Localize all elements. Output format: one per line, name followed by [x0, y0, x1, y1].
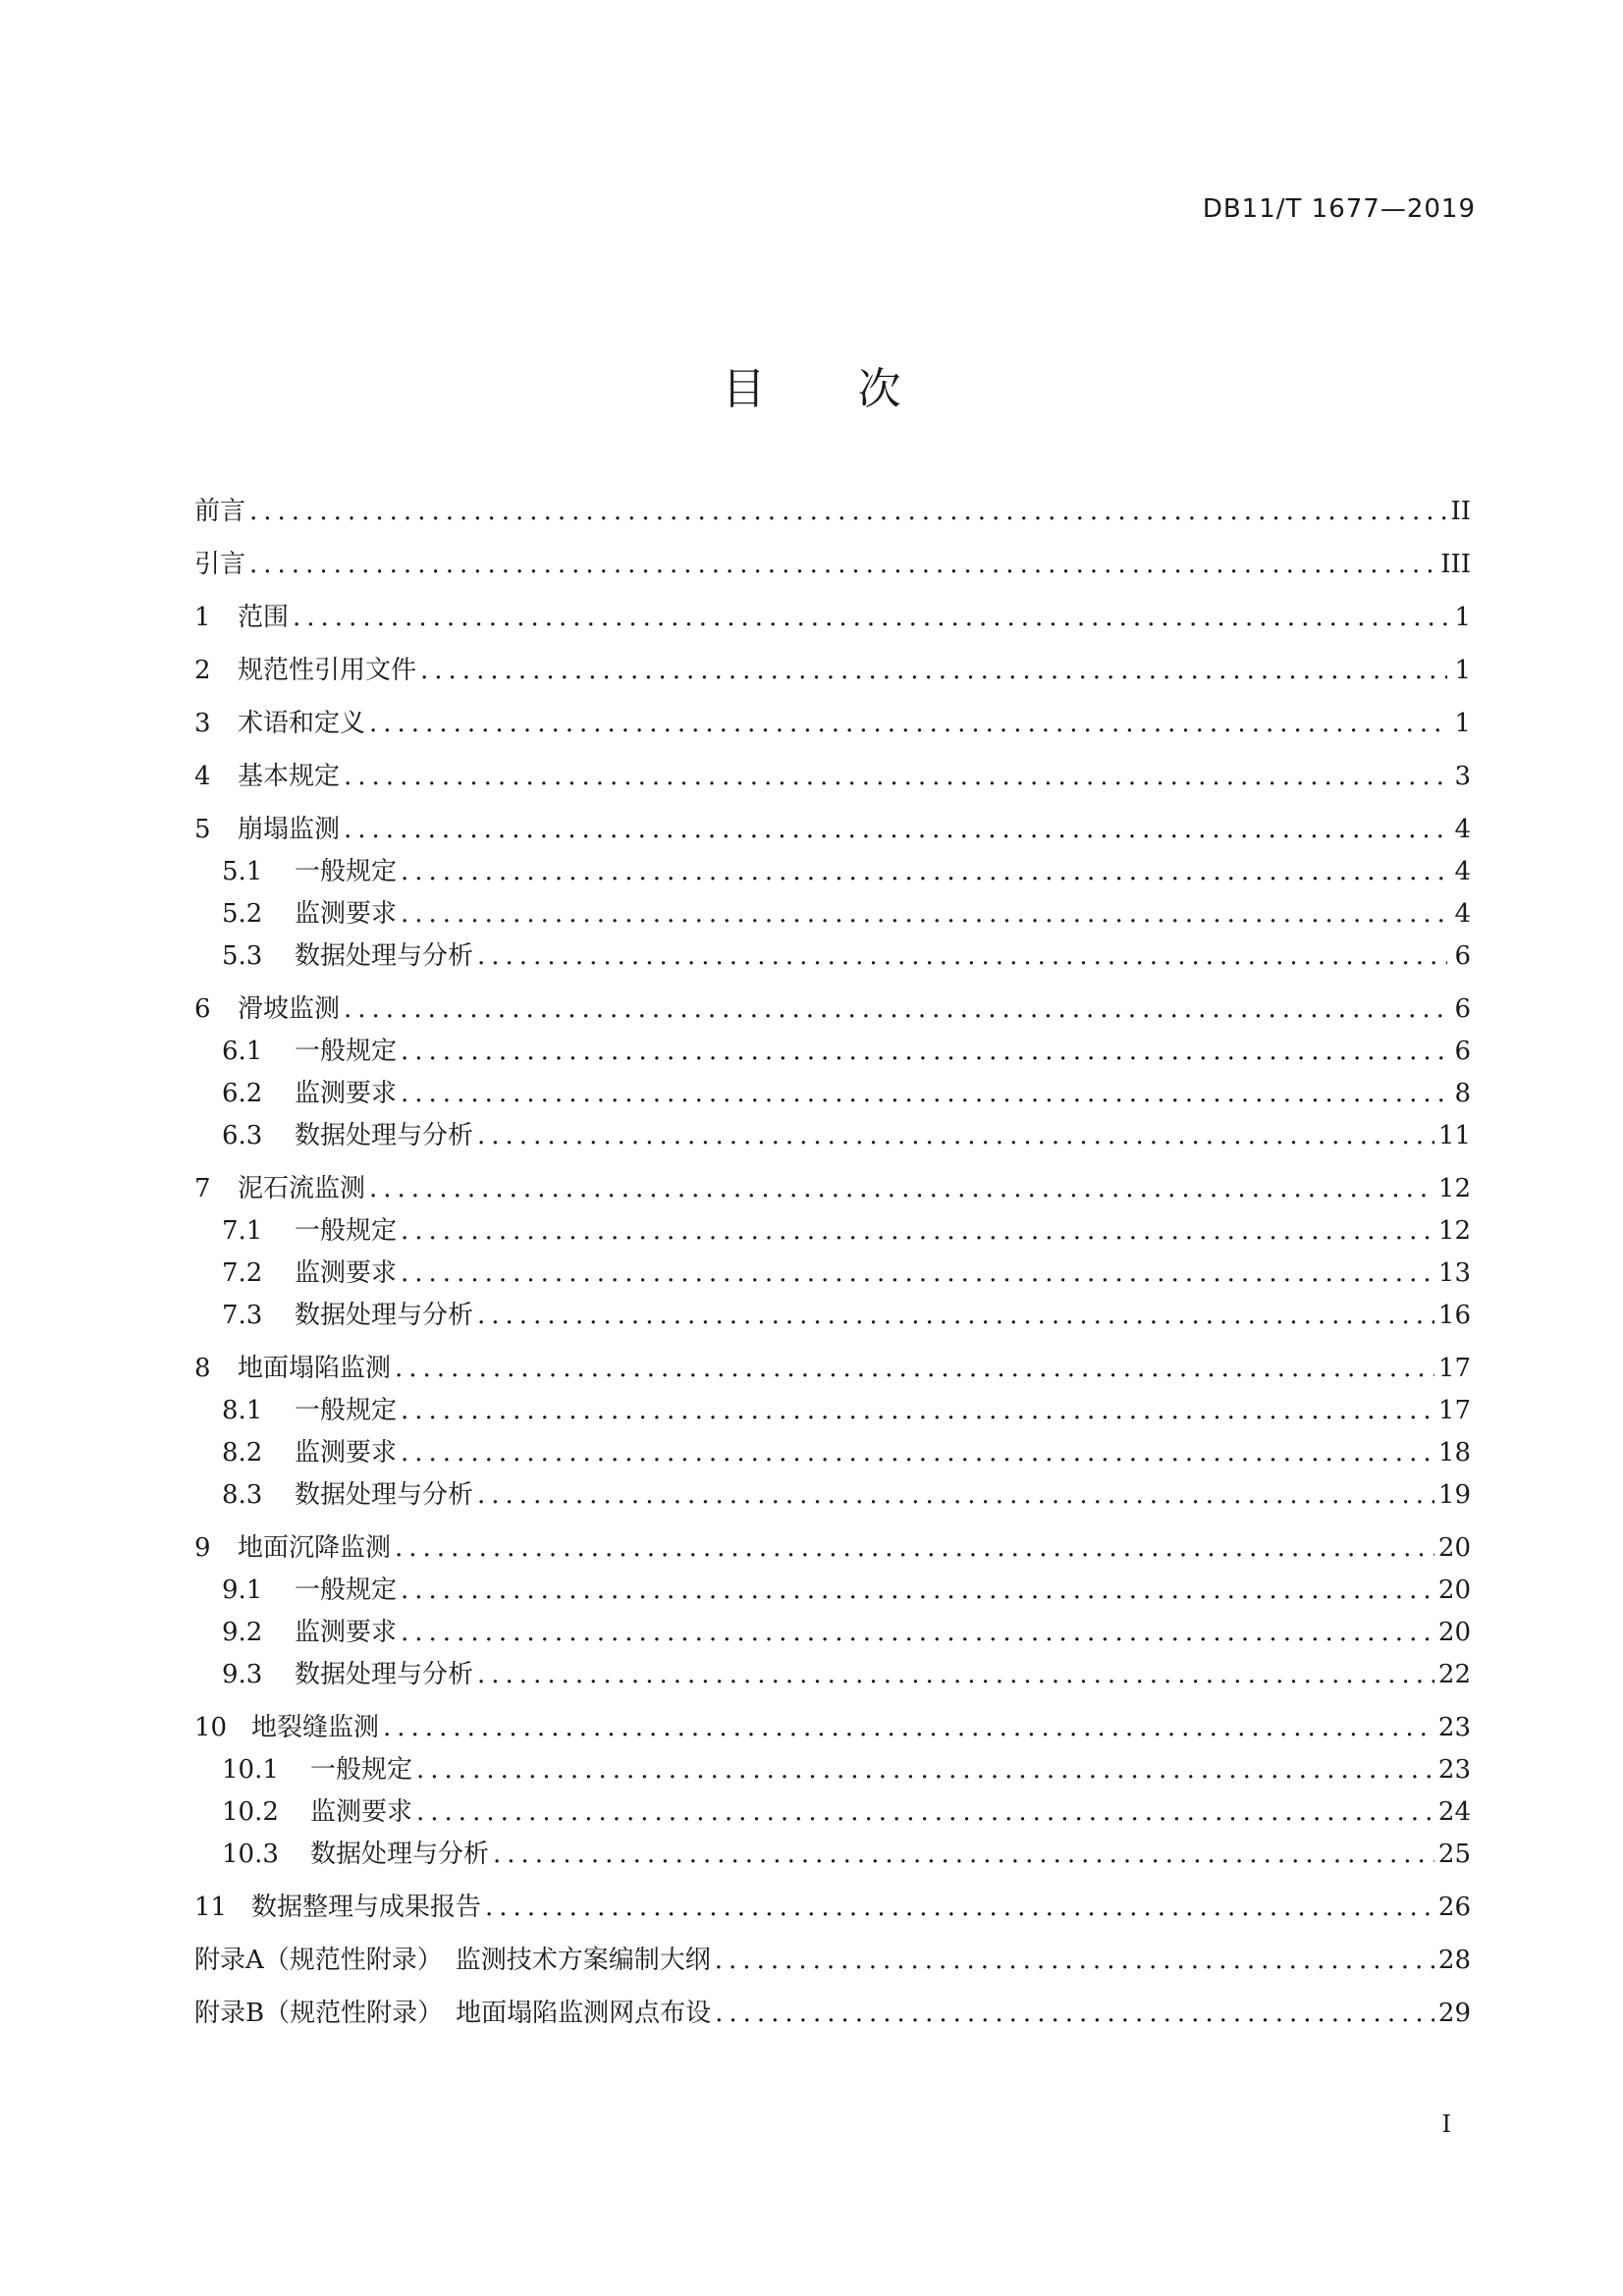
- toc-entry-label: 监测要求: [310, 1797, 413, 1827]
- toc-entry-label: 数据处理与分析: [295, 1660, 474, 1689]
- toc-entry-number: 5: [194, 815, 211, 844]
- page-title: 目 次: [722, 364, 941, 414]
- toc-entry-number: 7.1: [222, 1216, 263, 1246]
- toc-entry-label: 地面沉降监测: [238, 1533, 392, 1563]
- toc-leader-dots: [401, 1253, 1434, 1295]
- toc-entry[interactable]: [194, 1527, 1471, 1570]
- toc-entry-label: 监测要求: [295, 899, 398, 929]
- toc-entry[interactable]: [194, 1834, 1471, 1876]
- toc-leader-dots: [401, 1210, 1434, 1253]
- toc-entry-label: 一般规定: [295, 857, 398, 886]
- toc-entry[interactable]: [194, 1295, 1471, 1337]
- toc-entry-label: 监测要求: [295, 1618, 398, 1647]
- toc-entry-label: 基本规定: [238, 762, 341, 791]
- toc-entry-page: 3: [1454, 762, 1471, 791]
- toc-entry-page: 26: [1437, 1893, 1471, 1922]
- toc-entry-number: 2: [194, 656, 211, 685]
- toc-leader-dots: [401, 893, 1447, 935]
- toc-entry-label: 数据整理与成果报告: [251, 1893, 482, 1922]
- toc-leader-dots: [416, 1791, 1434, 1834]
- toc-entry-label: 附录B（规范性附录） 地面塌陷监测网点布设: [194, 1999, 712, 2028]
- toc-entry-label: 数据处理与分析: [295, 1480, 474, 1510]
- toc-entry-page: 20: [1437, 1618, 1471, 1647]
- toc-entry-number: 10: [194, 1713, 228, 1742]
- toc-entry[interactable]: [194, 1390, 1471, 1432]
- toc-entry[interactable]: [194, 1570, 1471, 1612]
- toc-entry-page: 4: [1454, 815, 1471, 844]
- toc-entry[interactable]: [194, 1115, 1471, 1157]
- toc-entry-page: 23: [1437, 1713, 1471, 1742]
- toc-leader-dots: [485, 1887, 1434, 1929]
- toc-entry-page: 22: [1437, 1660, 1471, 1689]
- toc-entry[interactable]: [194, 1253, 1471, 1295]
- toc-entry-page: 4: [1454, 857, 1471, 886]
- toc-entry[interactable]: [194, 1210, 1471, 1253]
- toc-leader-dots: [369, 703, 1447, 745]
- toc-entry[interactable]: [194, 1707, 1471, 1749]
- toc-entry[interactable]: [194, 893, 1471, 935]
- toc-leader-dots: [401, 1570, 1434, 1612]
- toc-entry-page: II: [1450, 497, 1471, 526]
- toc-entry[interactable]: [194, 809, 1471, 851]
- toc-entry-page: 13: [1437, 1258, 1471, 1288]
- toc-entry-label: 一般规定: [295, 1575, 398, 1605]
- toc-entry-number: 9.1: [222, 1575, 263, 1605]
- toc-entry-label: 监测要求: [295, 1079, 398, 1108]
- toc-leader-dots: [369, 1168, 1434, 1210]
- toc-leader-dots: [477, 935, 1447, 978]
- toc-leader-dots: [477, 1474, 1434, 1517]
- toc-entry[interactable]: [194, 1432, 1471, 1474]
- toc-entry-number: 6.2: [222, 1079, 263, 1108]
- toc-entry[interactable]: [194, 703, 1471, 745]
- toc-entry-page: 16: [1437, 1301, 1471, 1330]
- toc-leader-dots: [401, 1612, 1434, 1654]
- toc-entry-number: 5.3: [222, 941, 263, 971]
- toc-entry-label: 一般规定: [295, 1037, 398, 1066]
- toc-entry-number: 6.3: [222, 1121, 263, 1150]
- toc-entry-page: 1: [1454, 603, 1471, 632]
- toc-entry-label: 数据处理与分析: [295, 941, 474, 971]
- toc-leader-dots: [249, 491, 1446, 533]
- toc-entry-label: 数据处理与分析: [295, 1301, 474, 1330]
- toc-entry-number: 10.2: [222, 1797, 279, 1827]
- toc-leader-dots: [715, 1993, 1434, 2035]
- toc-entry-label: 崩塌监测: [238, 815, 341, 844]
- toc-entry-label: 术语和定义: [238, 709, 366, 738]
- toc-entry-page: 18: [1437, 1438, 1471, 1468]
- toc-entry-number: 5.2: [222, 899, 263, 929]
- toc-entry-number: 8.3: [222, 1480, 263, 1510]
- toc-entry-label: 引言: [194, 550, 246, 579]
- toc-entry[interactable]: [194, 988, 1471, 1031]
- toc-entry-label: 附录A（规范性附录） 监测技术方案编制大纲: [194, 1946, 711, 1975]
- toc-entry[interactable]: [194, 1348, 1471, 1390]
- toc-leader-dots: [420, 650, 1447, 692]
- toc-entry-page: 20: [1437, 1533, 1471, 1563]
- toc-entry-number: 7.3: [222, 1301, 263, 1330]
- toc-entry-label: 一般规定: [295, 1216, 398, 1246]
- standard-code: DB11/T 1677—2019: [1202, 194, 1476, 224]
- toc-entry-number: 9.3: [222, 1660, 263, 1689]
- toc-leader-dots: [401, 1390, 1434, 1432]
- toc-entry-page: 12: [1437, 1216, 1471, 1246]
- toc-leader-dots: [395, 1348, 1434, 1390]
- toc-leader-dots: [293, 597, 1447, 639]
- toc-leader-dots: [401, 1073, 1447, 1115]
- toc-entry[interactable]: [194, 1940, 1471, 1982]
- toc-entry-label: 规范性引用文件: [238, 656, 417, 685]
- toc-entry-number: 8: [194, 1354, 211, 1383]
- toc-entry-label: 监测要求: [295, 1438, 398, 1468]
- toc-entry-page: 1: [1454, 709, 1471, 738]
- toc-entry-number: 8.1: [222, 1396, 263, 1425]
- toc-leader-dots: [477, 1115, 1434, 1157]
- toc-entry-page: 29: [1437, 1999, 1471, 2028]
- toc-leader-dots: [344, 809, 1447, 851]
- toc-entry[interactable]: [194, 1031, 1471, 1073]
- toc-entry-page: 23: [1437, 1755, 1471, 1785]
- toc-entry-label: 地面塌陷监测: [238, 1354, 392, 1383]
- toc-entry[interactable]: [194, 1749, 1471, 1791]
- toc-leader-dots: [401, 1432, 1434, 1474]
- toc-entry-label: 前言: [194, 497, 246, 526]
- toc-entry-page: 11: [1437, 1121, 1471, 1150]
- toc-entry-number: 9: [194, 1533, 211, 1563]
- toc-entry-number: 9.2: [222, 1618, 263, 1647]
- toc-entry-page: 25: [1437, 1840, 1471, 1869]
- toc-entry[interactable]: [194, 544, 1471, 586]
- toc-entry[interactable]: [194, 650, 1471, 692]
- toc-entry[interactable]: [194, 935, 1471, 978]
- toc-entry-page: 6: [1454, 941, 1471, 971]
- toc-leader-dots: [383, 1707, 1434, 1749]
- toc-entry-number: 4: [194, 762, 211, 791]
- toc-entry-page: 6: [1454, 994, 1471, 1024]
- toc-leader-dots: [477, 1295, 1434, 1337]
- toc-entry-page: 4: [1454, 899, 1471, 929]
- toc-entry-number: 10.1: [222, 1755, 279, 1785]
- toc-entry-label: 监测要求: [295, 1258, 398, 1288]
- toc-entry[interactable]: [194, 1887, 1471, 1929]
- toc-leader-dots: [344, 988, 1447, 1031]
- toc-entry-page: 24: [1437, 1797, 1471, 1827]
- toc-entry-label: 数据处理与分析: [310, 1840, 490, 1869]
- toc-entry-label: 范围: [238, 603, 290, 632]
- toc-entry[interactable]: [194, 1474, 1471, 1517]
- toc-leader-dots: [395, 1527, 1434, 1570]
- toc-leader-dots: [401, 851, 1447, 893]
- toc-leader-dots: [715, 1940, 1434, 1982]
- toc-entry-label: 地裂缝监测: [251, 1713, 380, 1742]
- toc-entry-page: 8: [1454, 1079, 1471, 1108]
- toc-entry-label: 一般规定: [310, 1755, 413, 1785]
- toc-entry-label: 泥石流监测: [238, 1174, 366, 1203]
- toc-entry[interactable]: [194, 756, 1471, 798]
- toc-entry-number: 6: [194, 994, 211, 1024]
- toc-entry-page: III: [1440, 550, 1471, 579]
- toc-leader-dots: [493, 1834, 1434, 1876]
- toc-entry-number: 11: [194, 1893, 228, 1922]
- toc-entry-page: 12: [1437, 1174, 1471, 1203]
- toc-leader-dots: [249, 544, 1436, 586]
- toc-entry-page: 19: [1437, 1480, 1471, 1510]
- toc-entry[interactable]: [194, 1612, 1471, 1654]
- toc-entry-number: 8.2: [222, 1438, 263, 1468]
- toc-entry[interactable]: [194, 491, 1471, 533]
- toc-entry-number: 6.1: [222, 1037, 263, 1066]
- toc-leader-dots: [401, 1031, 1447, 1073]
- toc-entry-page: 20: [1437, 1575, 1471, 1605]
- page-number: I: [1441, 2110, 1451, 2138]
- toc-leader-dots: [416, 1749, 1434, 1791]
- toc-entry-page: 28: [1437, 1946, 1471, 1975]
- toc-entry-page: 1: [1454, 656, 1471, 685]
- toc-entry-number: 10.3: [222, 1840, 279, 1869]
- toc-entry[interactable]: [194, 1073, 1471, 1115]
- toc-entry-page: 17: [1437, 1354, 1471, 1383]
- toc-leader-dots: [477, 1654, 1434, 1696]
- toc-entry-label: 数据处理与分析: [295, 1121, 474, 1150]
- toc-entry[interactable]: [194, 1791, 1471, 1834]
- toc-entry-page: 6: [1454, 1037, 1471, 1066]
- toc-entry-number: 7.2: [222, 1258, 263, 1288]
- toc-entry[interactable]: [194, 1993, 1471, 2035]
- toc-entry-page: 17: [1437, 1396, 1471, 1425]
- toc-entry-number: 3: [194, 709, 211, 738]
- toc-entry[interactable]: [194, 1168, 1471, 1210]
- table-of-contents: [194, 491, 1471, 2035]
- toc-entry-label: 一般规定: [295, 1396, 398, 1425]
- toc-entry[interactable]: [194, 597, 1471, 639]
- toc-entry[interactable]: [194, 1654, 1471, 1696]
- toc-entry-number: 5.1: [222, 857, 263, 886]
- toc-entry-number: 7: [194, 1174, 211, 1203]
- toc-entry-label: 滑坡监测: [238, 994, 341, 1024]
- toc-entry[interactable]: [194, 851, 1471, 893]
- toc-entry-number: 1: [194, 603, 211, 632]
- toc-leader-dots: [344, 756, 1447, 798]
